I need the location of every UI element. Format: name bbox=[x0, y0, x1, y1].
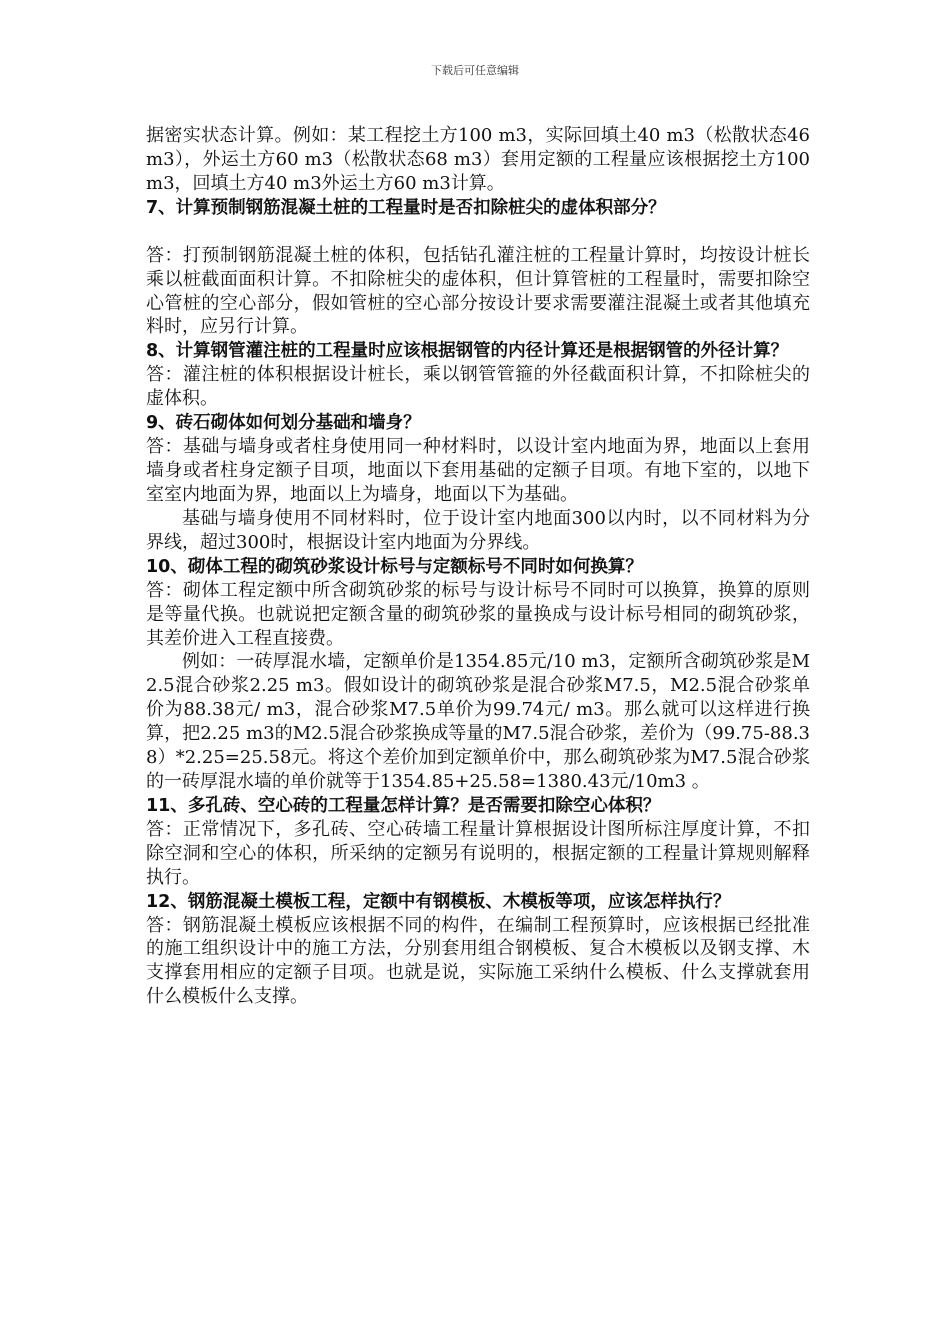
question-12-heading: 12、钢筋混凝土模板工程，定额中有钢模板、木模板等项，应该怎样执行？ bbox=[146, 891, 731, 912]
page-header: 下载后可任意编辑 bbox=[431, 64, 519, 77]
answer-7: 答：打预制钢筋混凝土桩的体积，包括钻孔灌注桩的工程量计算时，均按设计桩长乘以桩截面面积计算。不扣除桩尖的虚体积，但计算管桩的工程量时，需要扣除空心管桩的空心部分，假如管桩的空心部分按设计要求需要灌注混凝土或者其他填充料时，应另行计算。 bbox=[146, 244, 810, 338]
answer-9-continued: 基础与墙身使用不同材料时，位于设计室内地面300以内时，以不同材料为分界线，超过300时，根据设计室内地面为分界线。 bbox=[146, 507, 810, 553]
question-10-heading: 10、砌体工程的砌筑砂浆设计标号与定额标号不同时如何换算？ bbox=[146, 556, 643, 577]
document-body bbox=[146, 124, 810, 1009]
answer-10: 答：砌体工程定额中所含砌筑砂浆的标号与设计标号不同时可以换算，换算的原则是等量代换。也就说把定额含量的砌筑砂浆的量换成与设计标号相同的砌筑砂浆，其差价进入工程直接费。 bbox=[146, 579, 810, 649]
question-11-heading: 11、多孔砖、空心砖的工程量怎样计算？是否需要扣除空心体积？ bbox=[146, 795, 661, 816]
question-7-heading: 7、计算预制钢筋混凝土桩的工程量时是否扣除桩尖的虚体积部分？ bbox=[146, 197, 666, 218]
answer-10-example: 例如：一砖厚混水墙，定额单价是1354.85元/10 m3，定额所含砌筑砂浆是M2.5混合砂浆2.25 m3。假如设计的砌筑砂浆是混合砂浆M7.5，M2.5混合砂浆单价为88.38元/ m3，混合砂浆M7.5单价为99.74元/ m3。那么就可以这样进行换算，把2.25 m3的M2.5混合砂浆换成等量的M7.5混合砂浆，差价为（99.75-88.38）*2.25=25.58元。将这个差价加到定额单价中，那么砌筑砂浆为M7.5混合砂浆的一砖厚混水墙的单价就等于1354.85+25.58=1380.43元/10m3 。 bbox=[146, 651, 810, 792]
answer-8: 答：灌注桩的体积根据设计桩长，乘以钢管管箍的外径截面积计算，不扣除桩尖的虚体积。 bbox=[146, 364, 810, 410]
answer-12: 答：钢筋混凝土模板应该根据不同的构件，在编制工程预算时，应该根据已经批准的施工组织设计中的施工方法，分别套用组合钢模板、复合木模板以及钢支撑、木支撑套用相应的定额子目项。也就是说，实际施工采纳什么模板、什么支撑就套用什么模板什么支撑。 bbox=[146, 914, 810, 1008]
question-8-heading: 8、计算钢管灌注桩的工程量时应该根据钢管的内径计算还是根据钢管的外径计算？ bbox=[146, 341, 789, 362]
question-9-heading: 9、砖石砌体如何划分基础和墙身？ bbox=[146, 413, 421, 434]
answer-9: 答：基础与墙身或者柱身使用同一种材料时，以设计室内地面为界，地面以上套用墙身或者柱身定额子目项，地面以下套用基础的定额子目项。有地下室的，以地下室室内地面为界，地面以上为墙身，地面以下为基础。 bbox=[146, 436, 810, 505]
blank-line bbox=[146, 220, 810, 244]
paragraph-earthwork-example: 据密实状态计算。例如：某工程挖土方100 m3，实际回填土40 m3（松散状态46 m3），外运土方60 m3（松散状态68 m3）套用定额的工程量应该根据挖土方100 m3，回填土方40 m3外运土方60 m3计算。 bbox=[146, 125, 810, 194]
answer-11: 答：正常情况下，多孔砖、空心砖墙工程量计算根据设计图所标注厚度计算，不扣除空洞和空心的体积，所采纳的定额另有说明的，根据定额的工程量计算规则解释执行。 bbox=[146, 818, 810, 888]
